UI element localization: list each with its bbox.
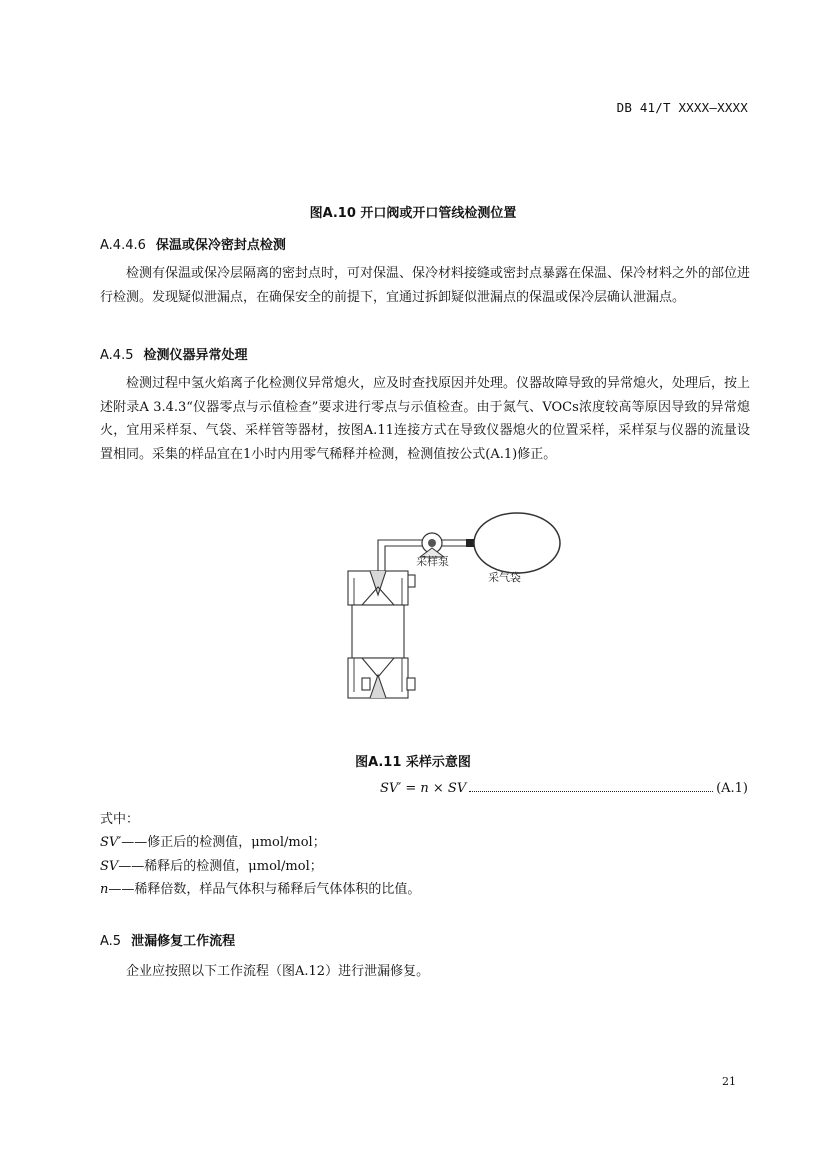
pump-label: 采样泵 (416, 555, 449, 568)
section-a45-body: 检测过程中氢火焰离子化检测仪异常熄火，应及时查找原因并处理。仪器故障导致的异常熄火，处理后，按上述附录A 3.4.3“仪器零点与示值检查”要求进行零点与示值检查。由于氮气、VOCs浓度较高等原因导致的异常熄火，宜用采样泵、气袋、采样管等器材，按图A.11连接方式在导致仪器熄火的位置采样，采样泵与仪器的流量设置相同。采集的样品宜在1小时内用零气稀释并检测，检测值按公式(A.1)修正。 (100, 376, 751, 462)
section-a45-heading (100, 344, 248, 363)
section-a5-body: 企业应按照以下工作流程（图A.12）进行泄漏修复。 (126, 964, 430, 979)
figure-a11-caption: 图A.11 采样示意图 (355, 755, 471, 770)
sampling-diagram-svg (340, 512, 580, 717)
where-symbol: SV′ (100, 835, 122, 851)
formula-expression: SV′ = n × SV (380, 781, 467, 796)
page-number: 21 (722, 1075, 736, 1088)
sampling-pump-icon (420, 533, 444, 557)
where-symbol: SV (100, 858, 119, 874)
formula-tag: (A.1) (716, 781, 748, 796)
section-a45-number: A.4.5 (100, 348, 134, 363)
formula-where-block (100, 808, 420, 901)
document-code-header: DB 41/T XXXX—XXXX (616, 100, 748, 115)
section-a5-number: A.5 (100, 934, 122, 949)
where-intro: 式中： (100, 812, 140, 827)
bag-label: 采气袋 (488, 571, 521, 584)
where-symbol: n (100, 881, 109, 897)
section-a446-body: 检测有保温或保冷层隔离的密封点时，可对保温、保冷材料接缝或密封点暴露在保温、保冷材料之外的部位进行检测。发现疑似泄漏点，在确保安全的前提下，宜通过拆卸疑似泄漏点的保温或保冷层确认泄漏点。 (100, 266, 751, 305)
flange-assembly (348, 571, 415, 698)
section-a45-title: 检测仪器异常处理 (143, 348, 248, 363)
figure-a10-caption: 图A.10 开口阀或开口管线检测位置 (309, 206, 517, 221)
gas-bag-icon (474, 513, 560, 573)
where-item (100, 831, 420, 854)
formula-dot-leader (469, 791, 713, 792)
section-a5-title: 泄漏修复工作流程 (131, 934, 236, 949)
where-item (100, 878, 420, 901)
sampling-diagram (340, 512, 580, 721)
where-item (100, 855, 420, 878)
section-a446-title: 保温或保冷密封点检测 (155, 238, 286, 253)
bag-connector (466, 539, 474, 547)
formula-a1 (380, 781, 748, 796)
where-description: ——稀释后的检测值，μmol/mol； (118, 858, 323, 874)
section-a446-number: A.4.4.6 (100, 238, 146, 253)
section-a446-heading (100, 234, 286, 253)
section-a5-heading (100, 930, 235, 949)
where-description: ——修正后的检测值，μmol/mol； (121, 835, 326, 851)
where-description: ——稀释倍数，样品气体积与稀释后气体体积的比值。 (108, 881, 421, 897)
